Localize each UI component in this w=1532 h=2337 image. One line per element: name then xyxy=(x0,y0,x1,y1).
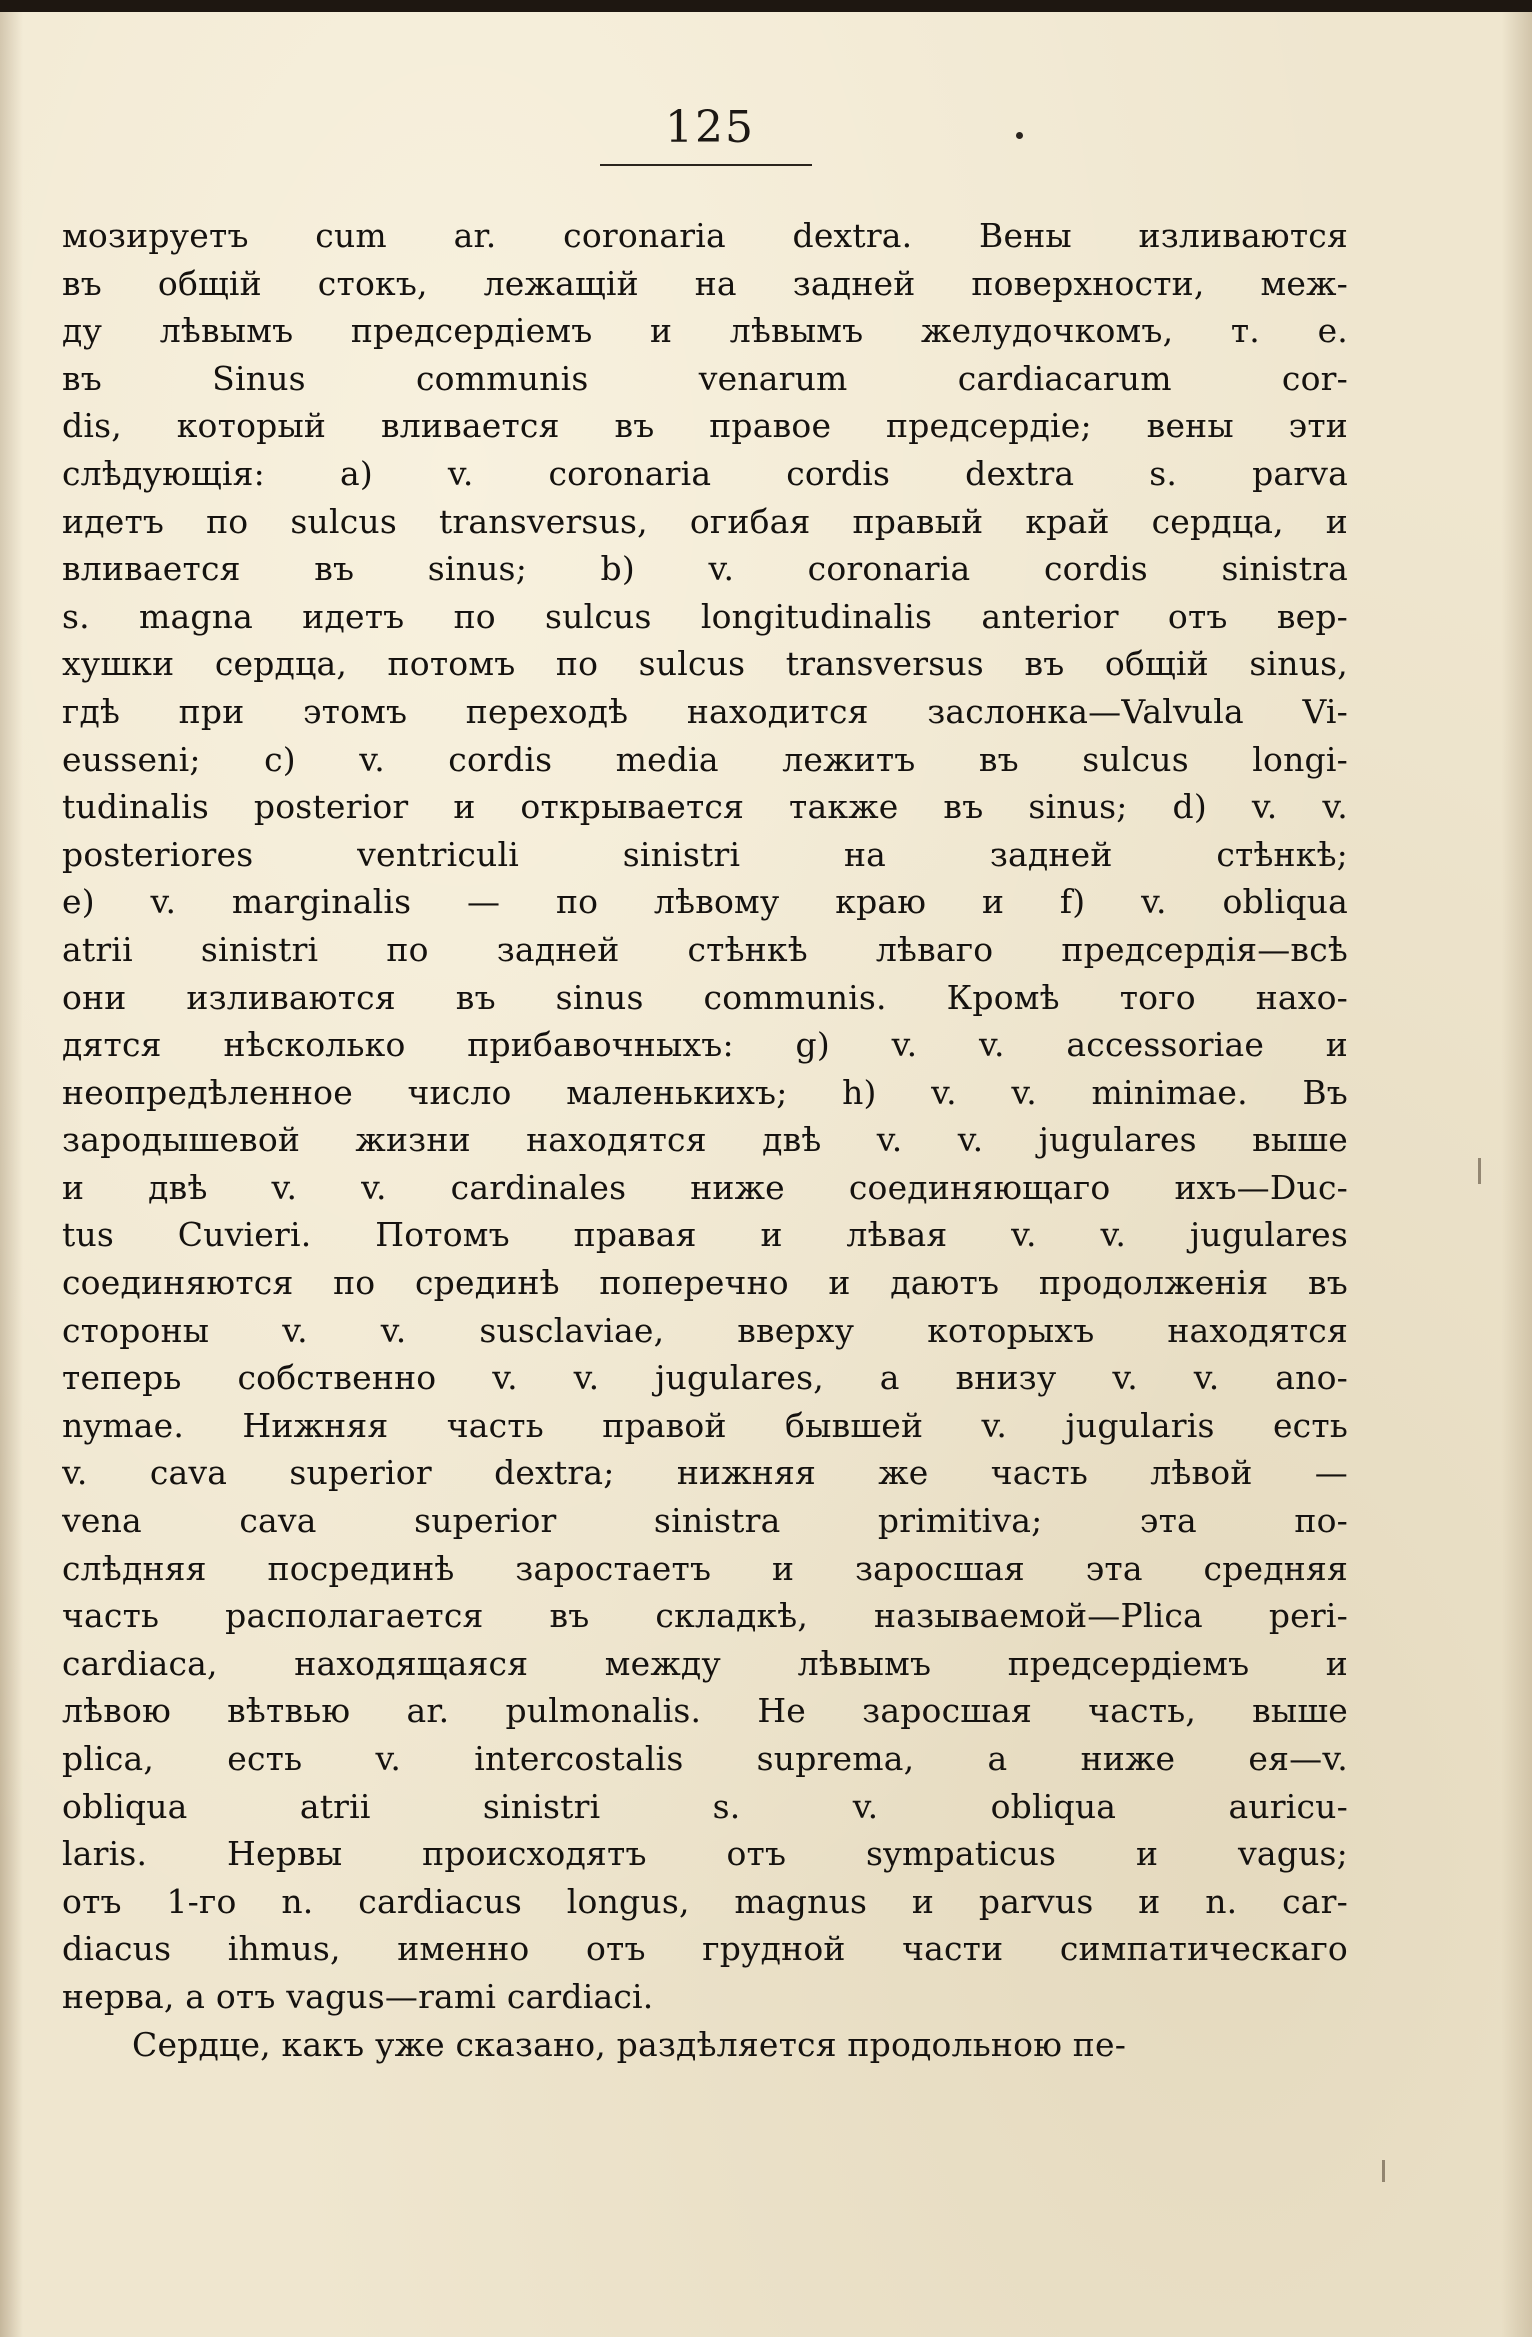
header-rule xyxy=(600,164,812,166)
text-line: atrii sinistri по задней стѣнкѣ лѣваго предсердія—всѣ xyxy=(62,929,1348,969)
header-dot xyxy=(1016,132,1023,139)
text-line: e) v. marginalis — по лѣвому краю и f) v. obliqua xyxy=(62,882,1348,922)
text-line: гдѣ при этомъ переходѣ находится заслонка—Valvula Vi- xyxy=(62,691,1348,731)
text-line: идетъ по sulcus transversus, огибая правый край сердца, и xyxy=(62,501,1348,541)
paragraph-start-line: Сердце, какъ уже сказано, раздѣляется продольною пе- xyxy=(132,2024,1127,2064)
text-line: ду лѣвымъ предсердіемъ и лѣвымъ желудочкомъ, т. е. xyxy=(62,311,1348,351)
text-line: diacus ihmus, именно отъ грудной части симпатическаго xyxy=(62,1929,1348,1969)
text-line: v. cava superior dextra; нижняя же часть лѣвой — xyxy=(62,1453,1348,1493)
margin-mark xyxy=(1478,1158,1481,1184)
text-line: нерва, а отъ vagus—rami cardiaci. xyxy=(62,1976,654,2016)
text-line: теперь собственно v. v. jugulares, а внизу v. v. ano- xyxy=(62,1358,1348,1398)
text-line: вливается въ sinus; b) v. coronaria cordis sinistra xyxy=(62,549,1348,589)
text-line: слѣдняя посрединѣ заростаетъ и заросшая эта средняя xyxy=(62,1548,1348,1588)
text-line: tus Cuvieri. Потомъ правая и лѣвая v. v. jugulares xyxy=(62,1215,1348,1255)
text-line: въ общій стокъ, лежащій на задней поверхности, меж- xyxy=(62,263,1348,303)
scan-top-edge xyxy=(0,0,1532,12)
page-header xyxy=(0,102,1532,172)
text-line: часть располагается въ складкѣ, называемой—Plica peri- xyxy=(62,1596,1348,1636)
text-line: слѣдующія: a) v. coronaria cordis dextra s. parva xyxy=(62,453,1348,493)
text-line: vena cava superior sinistra primitiva; эта по- xyxy=(62,1501,1348,1541)
text-line: s. magna идетъ по sulcus longitudinalis anterior отъ вер- xyxy=(62,596,1348,636)
text-line: въ Sinus communis venarum cardiacarum cor- xyxy=(62,358,1348,398)
margin-mark xyxy=(1382,2160,1385,2182)
text-line: дятся нѣсколько прибавочныхъ: g) v. v. accessoriae и xyxy=(62,1025,1348,1065)
text-line: мозируетъ cum ar. coronaria dextra. Вены изливаются xyxy=(62,216,1348,255)
text-line: неопредѣленное число маленькихъ; h) v. v. minimae. Въ xyxy=(62,1072,1348,1112)
text-line: posteriores ventriculi sinistri на задней стѣнкѣ; xyxy=(62,834,1348,874)
text-line: eusseni; c) v. cordis media лежитъ въ sulcus longi- xyxy=(62,739,1348,779)
book-page xyxy=(0,10,1532,2337)
text-line: nymae. Нижняя часть правой бывшей v. jugularis есть xyxy=(62,1405,1348,1445)
page-body-text xyxy=(62,212,1348,2068)
text-line: хушки сердца, потомъ по sulcus transversus въ общій sinus, xyxy=(62,644,1348,684)
text-line: они изливаются въ sinus communis. Кромѣ того нахо- xyxy=(62,977,1348,1017)
text-line: cardiaca, находящаяся между лѣвымъ предсердіемъ и xyxy=(62,1643,1348,1683)
text-line: лѣвою вѣтвью ar. pulmonalis. Не заросшая часть, выше xyxy=(62,1691,1348,1731)
text-line: dis, который вливается въ правое предсердіе; вены эти xyxy=(62,406,1348,446)
text-line: laris. Нервы происходятъ отъ sympaticus и vagus; xyxy=(62,1834,1348,1874)
text-line: стороны v. v. susclaviae, вверху которыхъ находятся xyxy=(62,1310,1348,1350)
text-line: obliqua atrii sinistri s. v. obliqua auricu- xyxy=(62,1786,1348,1826)
text-line: и двѣ v. v. cardinales ниже соединяющаго ихъ—Duc- xyxy=(62,1167,1348,1207)
page-number: 125 xyxy=(665,102,755,153)
text-line: соединяются по срединѣ поперечно и даютъ продолженія въ xyxy=(62,1263,1348,1303)
text-line: зародышевой жизни находятся двѣ v. v. jugulares выше xyxy=(62,1120,1348,1160)
text-line: tudinalis posterior и открывается также въ sinus; d) v. v. xyxy=(62,787,1348,827)
text-line: отъ 1-го n. cardiacus longus, magnus и parvus и n. car- xyxy=(62,1881,1348,1921)
text-line: plica, есть v. intercostalis suprema, а ниже ея—v. xyxy=(62,1739,1348,1778)
